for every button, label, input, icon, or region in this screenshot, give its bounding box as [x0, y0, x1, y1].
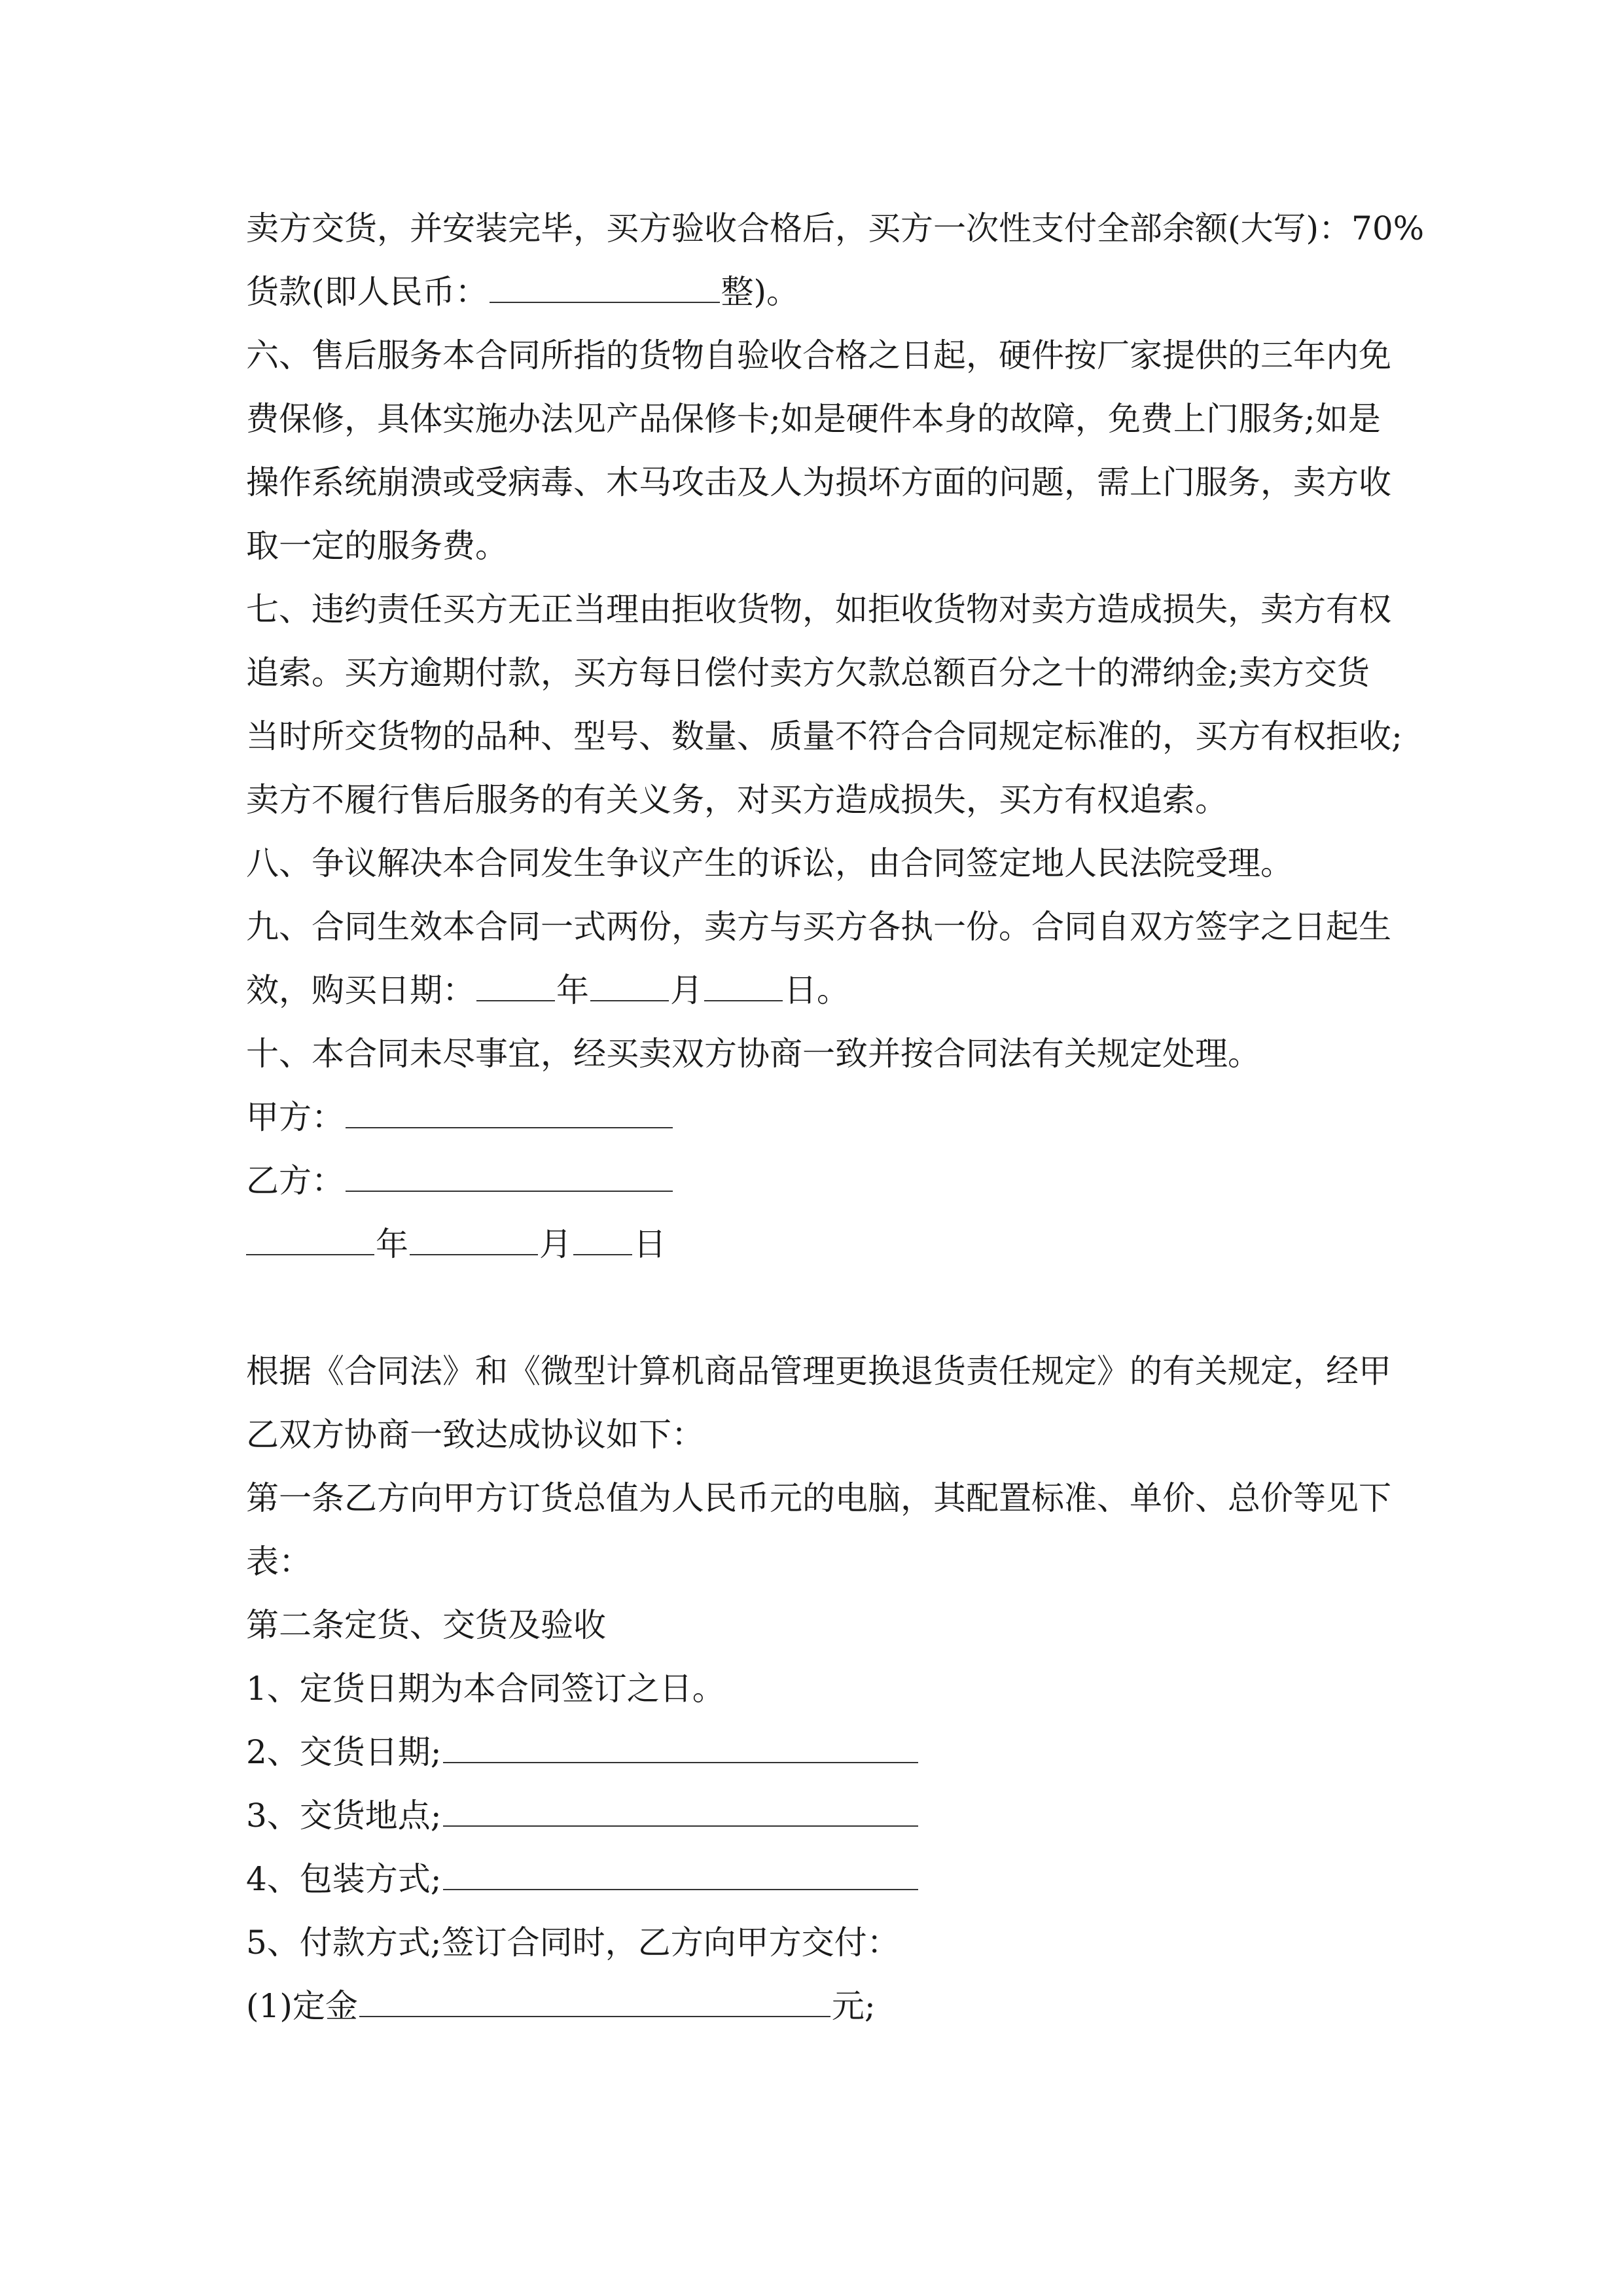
delivery-date-item [246, 1720, 919, 1784]
sign-year-label: 年 [376, 1225, 408, 1263]
purchase-day-blank[interactable] [704, 961, 783, 1001]
delivery-date-label: 2、交货日期; [246, 1733, 442, 1771]
party-a-line [246, 1085, 674, 1149]
delivery-place-blank[interactable] [443, 1786, 918, 1827]
sign-day-blank[interactable] [573, 1215, 632, 1255]
packaging-item [246, 1847, 919, 1911]
party-b-line [246, 1149, 674, 1213]
text-line-10: 卖方不履行售后服务的有关义务，对买方造成损失，买方有权追索。 [246, 781, 1228, 819]
text-line-5: 操作系统崩溃或受病毒、木马攻击及人为损坏方面的问题，需上门服务，卖方收 [246, 463, 1391, 501]
text-line-20: 第一条乙方向甲方订货总值为人民币元的电脑，其配置标准、单价、总价等见下 [246, 1479, 1391, 1517]
deposit-blank[interactable] [359, 1977, 830, 2017]
text-line-3: 六、售后服务本合同所指的货物自验收合格之日起，硬件按厂家提供的三年内免 [246, 336, 1391, 374]
sign-day-label: 日 [633, 1225, 666, 1263]
deposit-item [246, 1974, 876, 2038]
year-label: 年 [556, 971, 589, 1009]
sign-month-label: 月 [539, 1225, 572, 1263]
text-line-13 [246, 958, 849, 1022]
payment-method-item: 5、付款方式;签订合同时，乙方向甲方交付： [246, 1924, 900, 1962]
payment-label: 货款(即人民币： [246, 273, 488, 311]
rmb-amount-blank[interactable] [490, 262, 720, 303]
month-label: 月 [670, 971, 703, 1009]
section-2-heading: 第二条定货、交货及验收 [246, 1606, 606, 1644]
party-b-label: 乙方： [246, 1162, 344, 1200]
text-line-21: 表： [246, 1543, 312, 1581]
delivery-date-blank[interactable] [443, 1723, 918, 1763]
text-line-7: 七、违约责任买方无正当理由拒收货物，如拒收货物对卖方造成损失，卖方有权 [246, 590, 1391, 628]
delivery-place-item [246, 1784, 919, 1848]
sign-date-line [246, 1212, 666, 1276]
delivery-place-label: 3、交货地点; [246, 1797, 442, 1835]
text-line-19: 乙双方协商一致达成协议如下： [246, 1416, 704, 1454]
text-line-9: 当时所交货物的品种、型号、数量、质量不符合合同规定标准的，买方有权拒收; [246, 717, 1402, 755]
purchase-year-blank[interactable] [476, 961, 555, 1001]
payment-suffix: 整)。 [721, 273, 800, 311]
party-a-blank[interactable] [346, 1088, 673, 1128]
sign-month-blank[interactable] [410, 1215, 538, 1255]
order-date-item: 1、定货日期为本合同签订之日。 [246, 1670, 725, 1708]
purchase-date-label: 效，购买日期： [246, 971, 475, 1009]
deposit-unit: 元; [831, 1987, 876, 2025]
text-line-11: 八、争议解决本合同发生争议产生的诉讼，由合同签定地人民法院受理。 [246, 844, 1293, 882]
text-line-14: 十、本合同未尽事宜，经买卖双方协商一致并按合同法有关规定处理。 [246, 1035, 1260, 1073]
text-line-2 [246, 260, 799, 324]
sign-year-blank[interactable] [246, 1215, 374, 1255]
text-line-6: 取一定的服务费。 [246, 527, 508, 565]
packaging-label: 4、包装方式; [246, 1860, 442, 1898]
deposit-label: (1)定金 [246, 1987, 358, 2025]
text-line-4: 费保修，具体实施办法见产品保修卡;如是硬件本身的故障，免费上门服务;如是 [246, 400, 1381, 438]
text-line-12: 九、合同生效本合同一式两份，卖方与买方各执一份。合同自双方签字之日起生 [246, 908, 1391, 946]
purchase-month-blank[interactable] [590, 961, 669, 1001]
packaging-blank[interactable] [443, 1850, 918, 1890]
text-line-8: 追索。买方逾期付款，买方每日偿付卖方欠款总额百分之十的滞纳金;卖方交货 [246, 654, 1370, 692]
text-line-18: 根据《合同法》和《微型计算机商品管理更换退货责任规定》的有关规定，经甲 [246, 1352, 1391, 1390]
party-a-label: 甲方： [246, 1098, 344, 1136]
day-label: 日。 [784, 971, 849, 1009]
text-line-1: 卖方交货，并安装完毕，买方验收合格后，买方一次性支付全部余额(大写)：70% [246, 209, 1425, 247]
party-b-blank[interactable] [346, 1151, 673, 1192]
